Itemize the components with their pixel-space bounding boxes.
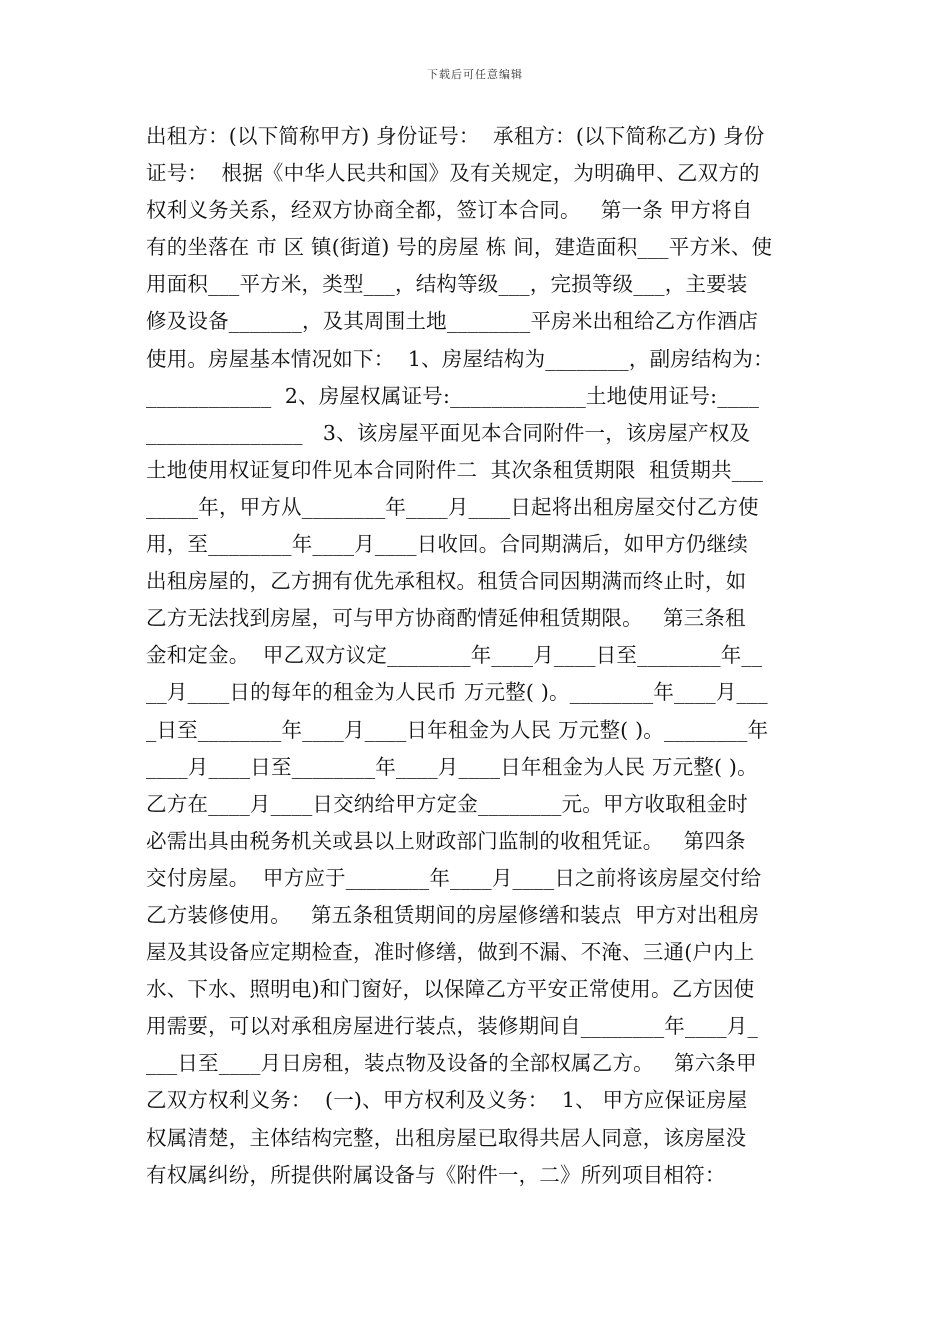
text-line: 必需出具由税务机关或县以上财政部门监制的收租凭证。 第四条 — [146, 828, 746, 853]
text-line: 乙双方权利义务： (一)、甲方权利及义务： 1、 甲方应保证房屋 — [146, 1088, 748, 1113]
text-line: 用需要，可以对承租房屋进行装点，装修期间自________年____月_ — [146, 1014, 758, 1039]
text-line: 乙方无法找到房屋，可与甲方协商酌情延伸租赁期限。 第三条租 — [146, 606, 746, 631]
text-line: 用面积___平方米，类型___，结构等级___，完损等级___，主要装 — [146, 272, 748, 297]
contract-body — [146, 118, 810, 1194]
text-line: _日至________年____月____日年租金为人民 万元整( )。________年 — [146, 717, 769, 742]
text-line: 土地使用权证复印件见本合同附件二 其次条租赁期限 租赁期共___ — [146, 457, 764, 482]
text-line: 乙方在____月____日交纳给甲方定金________元。甲方收取租金时 — [146, 791, 748, 816]
text-line: 权利义务关系，经双方协商全都，签订本合同。 第一条 甲方将自 — [146, 198, 753, 223]
text-line: 有权属纠纷，所提供附属设备与《附件一，二》所列项目相符： — [146, 1162, 726, 1187]
text-line: ____月____日至________年____月____日年租金为人民 万元整( )。 — [146, 754, 758, 779]
text-line: 金和定金。 甲乙双方议定________年____月____日至________年__ — [146, 643, 763, 668]
text-line: 水、下水、照明电)和门窗好，以保障乙方平安正常使用。乙方因使 — [146, 977, 755, 1002]
text-line: 有的坐落在 市 区 镇(街道) 号的房屋 栋 间，建造面积___平方米、使 — [146, 235, 773, 260]
text-line: 用，至________年____月____日收回。合同期满后，如甲方仍继续 — [146, 532, 748, 557]
text-line: 屋及其设备应定期检查，准时修缮，做到不漏、不淹、三通(户内上 — [146, 940, 755, 965]
text-line: ___日至____月日房租，装点物及设备的全部权属乙方。 第六条甲 — [146, 1051, 757, 1076]
text-line: 出租房屋的，乙方拥有优先承租权。租赁合同因期满而终止时，如 — [146, 569, 747, 594]
page-header: 下载后可任意编辑 — [427, 68, 523, 81]
text-line: 出租方：(以下简称甲方) 身份证号： 承租方：(以下简称乙方) 身份 — [146, 124, 765, 148]
text-line: 权属清楚，主体结构完整，出租房屋已取得共居人同意，该房屋没 — [146, 1125, 747, 1150]
text-line: _____年，甲方从________年____月____日起将出租房屋交付乙方使 — [146, 494, 759, 519]
text-line: __月____日的每年的租金为人民币 万元整( )。________年____月___ — [146, 680, 768, 705]
text-line: 使用。房屋基本情况如下： 1、房屋结构为________，副房结构为： — [146, 346, 774, 371]
text-line: ____________ 2、房屋权属证号:_____________土地使用证号:____ — [146, 383, 760, 408]
text-line: 交付房屋。 甲方应于________年____月____日之前将该房屋交付给 — [146, 865, 762, 890]
text-line: _______________ 3、该房屋平面见本合同附件一，该房屋产权及 — [146, 420, 751, 445]
text-line: 修及设备_______，及其周围土地________平房米出租给乙方作酒店 — [146, 309, 759, 334]
text-line: 证号： 根据《中华人民共和国》及有关规定，为明确甲、乙双方的 — [146, 161, 760, 186]
text-line: 乙方装修使用。 第五条租赁期间的房屋修缮和装点 甲方对出租房 — [146, 902, 760, 927]
